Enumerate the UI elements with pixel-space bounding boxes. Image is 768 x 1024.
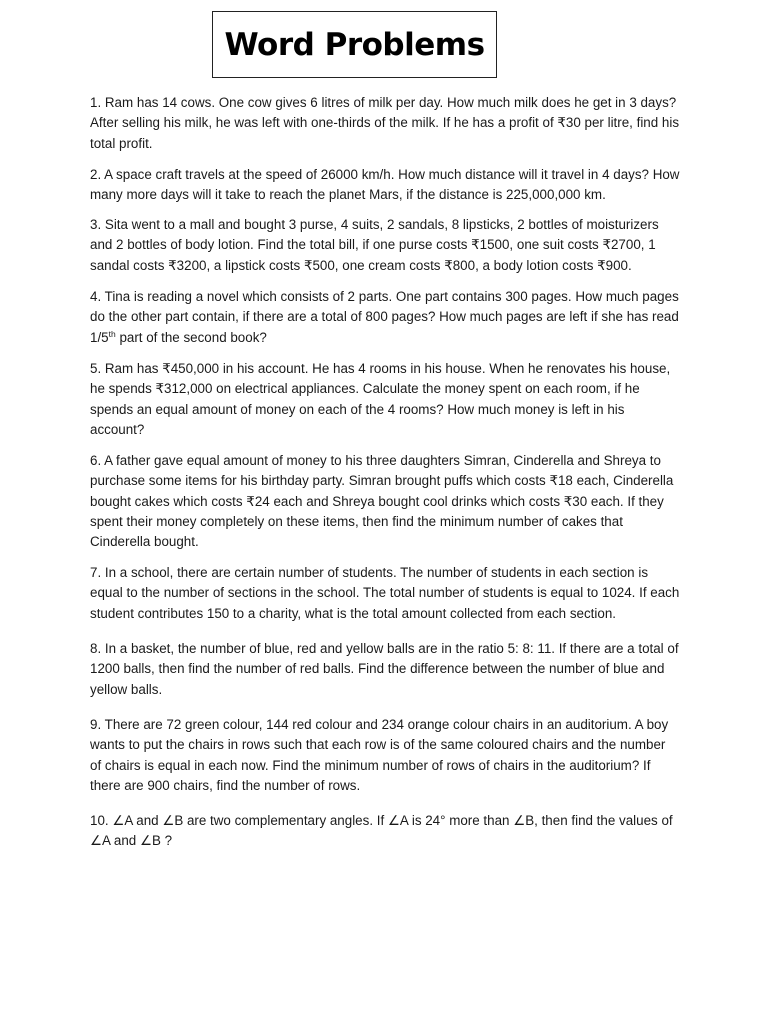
problem-2: 2. A space craft travels at the speed of 26000 km/h. How much distance will it travel in 4 days? How many more days will it take to reach the planet Mars, if the distance is 225,000,000 km. [90, 167, 680, 203]
problem-4-text-before: 4. Tina is reading a novel which consists of 2 parts. One part contains 300 pages. How much pages do the other part contain, if there are a total of 800 pages? How much pages are left if she has read 1/5 [90, 289, 679, 345]
problem-8: 8. In a basket, the number of blue, red and yellow balls are in the ratio 5: 8: 11. If there are a total of 1200 balls, then find the number of red balls. Find the difference between the number of blue and yellow balls. [90, 641, 679, 697]
problem-1: 1. Ram has 14 cows. One cow gives 6 litres of milk per day. How much milk does he get in 3 days? After selling his milk, he was left with one-thirds of the milk. If he has a profit of ₹30 per litre, find his total profit. [90, 95, 680, 151]
problem-4 [90, 287, 680, 348]
problem-3: 3. Sita went to a mall and bought 3 purse, 4 suits, 2 sandals, 8 lipsticks, 2 bottles of moisturizers and 2 bottles of body lotion. Find the total bill, if one purse costs ₹1500, one suit costs ₹2700, 1 sandal costs ₹3200, a lipstick costs ₹500, one cream costs ₹800, a body lotion costs ₹900. [90, 217, 659, 273]
page-title: Word Problems [224, 26, 485, 63]
problem-6: 6. A father gave equal amount of money to his three daughters Simran, Cinderella and Shreya to purchase some items for his birthday party. Simran brought puffs which costs ₹18 each, Cinderella bought cakes which costs ₹24 each and Shreya bought cool drinks which costs ₹30 each. If they spent their money completely on these items, then find the minimum number of cakes that Cinderella bought. [90, 453, 674, 550]
problem-4-text-after: part of the second book? [115, 329, 267, 345]
problem-4-superscript: th [108, 328, 116, 339]
problem-9: 9. There are 72 green colour, 144 red colour and 234 orange colour chairs in an auditorium. A boy wants to put the chairs in rows such that each row is of the same coloured chairs and the number of chairs is equal in each now. Find the minimum number of rows of chairs in the auditorium? If there are 900 chairs, find the number of rows. [90, 717, 669, 793]
problem-10: 10. ∠A and ∠B are two complementary angles. If ∠A is 24° more than ∠B, then find the values of ∠A and ∠B ? [90, 813, 673, 849]
problem-7: 7. In a school, there are certain number of students. The number of students in each section is equal to the number of sections in the school. The total number of students is equal to 1024. If each student contributes 150 to a charity, what is the total amount collected from each section. [90, 565, 680, 621]
problem-5: 5. Ram has ₹450,000 in his account. He has 4 rooms in his house. When he renovates his house, he spends ₹312,000 on electrical appliances. Calculate the money spent on each room, if he spends an equal amount of money on each of the 4 rooms? How much money is left in his account? [90, 361, 671, 437]
title-box [212, 11, 497, 78]
